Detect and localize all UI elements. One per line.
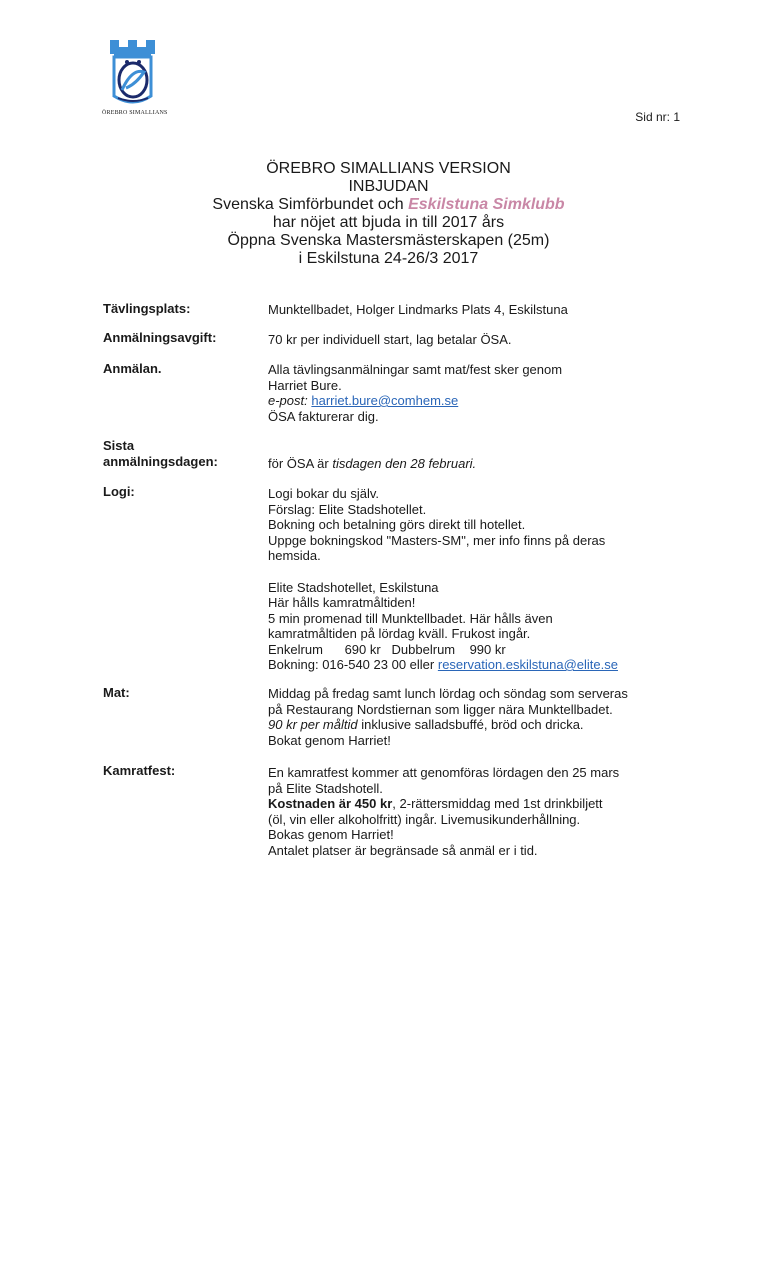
venue-label: Tävlingsplats:: [103, 301, 191, 316]
logo-caption: ÖREBRO SIMALLIANS: [102, 110, 168, 116]
title-federation: Svenska Simförbundet och: [212, 196, 404, 213]
registration-text: Alla tävlingsanmälningar samt mat/fest sker genom Harriet Bure. e-post: harriet.bure@comhem.se ÖSA fakturerar dig.: [268, 362, 563, 424]
food-label: Mat:: [103, 685, 130, 700]
lodging-label: Logi:: [103, 484, 135, 499]
club-logo: [100, 38, 166, 120]
lodging-text: Logi bokar du själv. Förslag: Elite Stadshotellet. Bokning och betalning görs direkt till hotellet. Uppge bokningskod "Masters-SM", mer info finns på deras hemsida. Elite Stadshotellet, Eskilstuna Här hålls kamratmåltiden! 5 min promenad till Munktellbadet. Här hålls även kamratmåltiden på lördag kväll. Frukost ingår. Enkelrum 690 kr Dubbelrum 990 kr Bokning: 016-540 23 00 eller reservation.eskilstuna@elite.se: [268, 486, 618, 672]
deadline-date: tisdagen den 28 februari.: [332, 456, 477, 471]
title-club: Eskilstuna Simklubb: [408, 196, 565, 213]
document-title: [0, 160, 777, 268]
fee-label: Anmälningsavgift:: [103, 330, 217, 345]
deadline-text: för ÖSA är tisdagen den 28 februari.: [268, 456, 477, 471]
title-line-4: har nöjet att bjuda in till 2017 års: [272, 214, 505, 231]
food-text: Middag på fredag samt lunch lördag och söndag som serveras på Restaurang Nordstiernan som ligger nära Munktellbadet. 90 kr per måltid inklusive salladsbuffé, bröd och dricka. Bokat genom Harriet!: [268, 686, 628, 748]
title-line-6: i Eskilstuna 24-26/3 2017: [298, 250, 479, 267]
email-label: e-post:: [268, 393, 308, 408]
title-line-1: ÖREBRO SIMALLIANS VERSION: [266, 160, 511, 177]
page-number: Sid nr: 1: [635, 110, 680, 124]
email-link[interactable]: harriet.bure@comhem.se: [311, 393, 459, 408]
registration-label: Anmälan.: [103, 361, 162, 376]
hotel-email-link[interactable]: reservation.eskilstuna@elite.se: [437, 657, 618, 672]
title-line-5: Öppna Svenska Mastersmästerskapen (25m): [227, 232, 550, 249]
party-label: Kamratfest:: [103, 763, 176, 778]
party-text: En kamratfest kommer att genomföras lördagen den 25 mars på Elite Stadshotell. Kostnaden är 450 kr, 2-rättersmiddag med 1st drinkbiljett (öl, vin eller alkoholfritt) ingår. Livemusikunderhållning. Bokas genom Harriet! Antalet platser är begränsade så anmäl er i tid.: [268, 765, 620, 858]
title-line-3: [0, 196, 777, 214]
fee-text: 70 kr per individuell start, lag betalar ÖSA.: [268, 332, 512, 347]
title-line-2: INBJUDAN: [348, 178, 429, 195]
venue-text: Munktellbadet, Holger Lindmarks Plats 4, Eskilstuna: [268, 302, 568, 317]
deadline-label: Sista anmälningsdagen:: [103, 438, 218, 469]
